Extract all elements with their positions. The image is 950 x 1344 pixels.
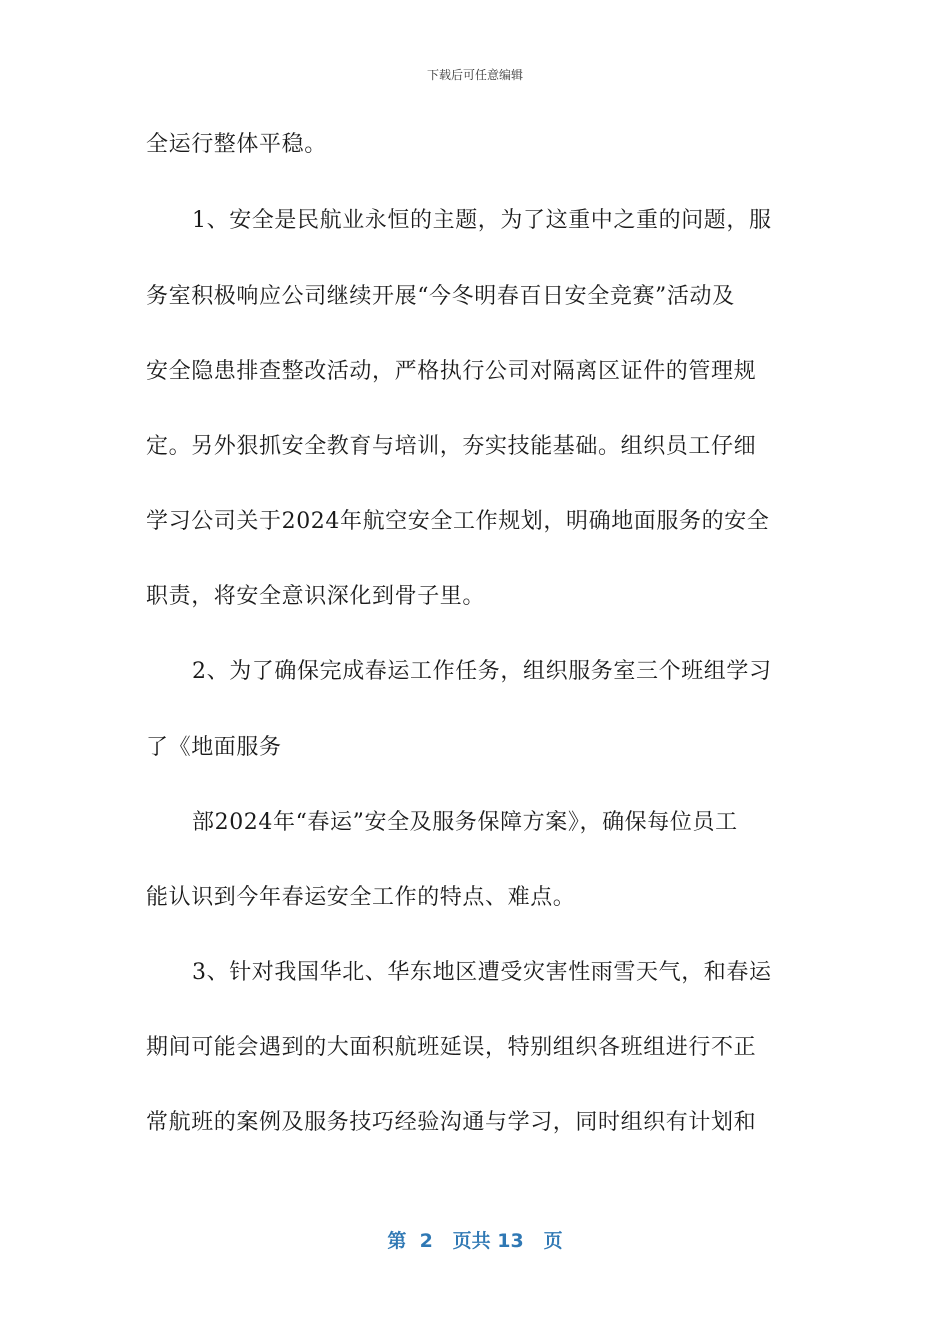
page-number-footer: 第 2 页共 13 页 xyxy=(387,1230,563,1252)
header-note: 下载后可任意编辑 xyxy=(426,68,523,82)
body-line: 职责，将安全意识深化到骨子里。 xyxy=(146,584,486,609)
body-line: 2、为了确保完成春运工作任务，组织服务室三个班组学习 xyxy=(192,659,772,684)
body-line: 期间可能会遇到的大面积航班延误，特别组织各班组进行不正 xyxy=(146,1035,757,1060)
body-line: 1、安全是民航业永恒的主题，为了这重中之重的问题，服 xyxy=(192,208,772,233)
body-line: 定。另外狠抓安全教育与培训，夯实技能基础。组织员工仔细 xyxy=(146,434,757,459)
body-line: 3、针对我国华北、华东地区遭受灾害性雨雪天气，和春运 xyxy=(192,960,772,985)
body-line: 能认识到今年春运安全工作的特点、难点。 xyxy=(146,885,576,910)
body-line: 部2024年“春运”安全及服务保障方案》，确保每位员工 xyxy=(192,810,738,835)
body-line: 全运行整体平稳。 xyxy=(146,132,327,157)
body-line: 常航班的案例及服务技巧经验沟通与学习，同时组织有计划和 xyxy=(146,1110,757,1135)
body-line: 安全隐患排查整改活动，严格执行公司对隔离区证件的管理规 xyxy=(146,359,757,384)
body-line: 学习公司关于2024年航空安全工作规划，明确地面服务的安全 xyxy=(146,509,770,534)
body-line: 了《地面服务 xyxy=(146,735,282,760)
body-line: 务室积极响应公司继续开展“今冬明春百日安全竞赛”活动及 xyxy=(146,284,735,309)
